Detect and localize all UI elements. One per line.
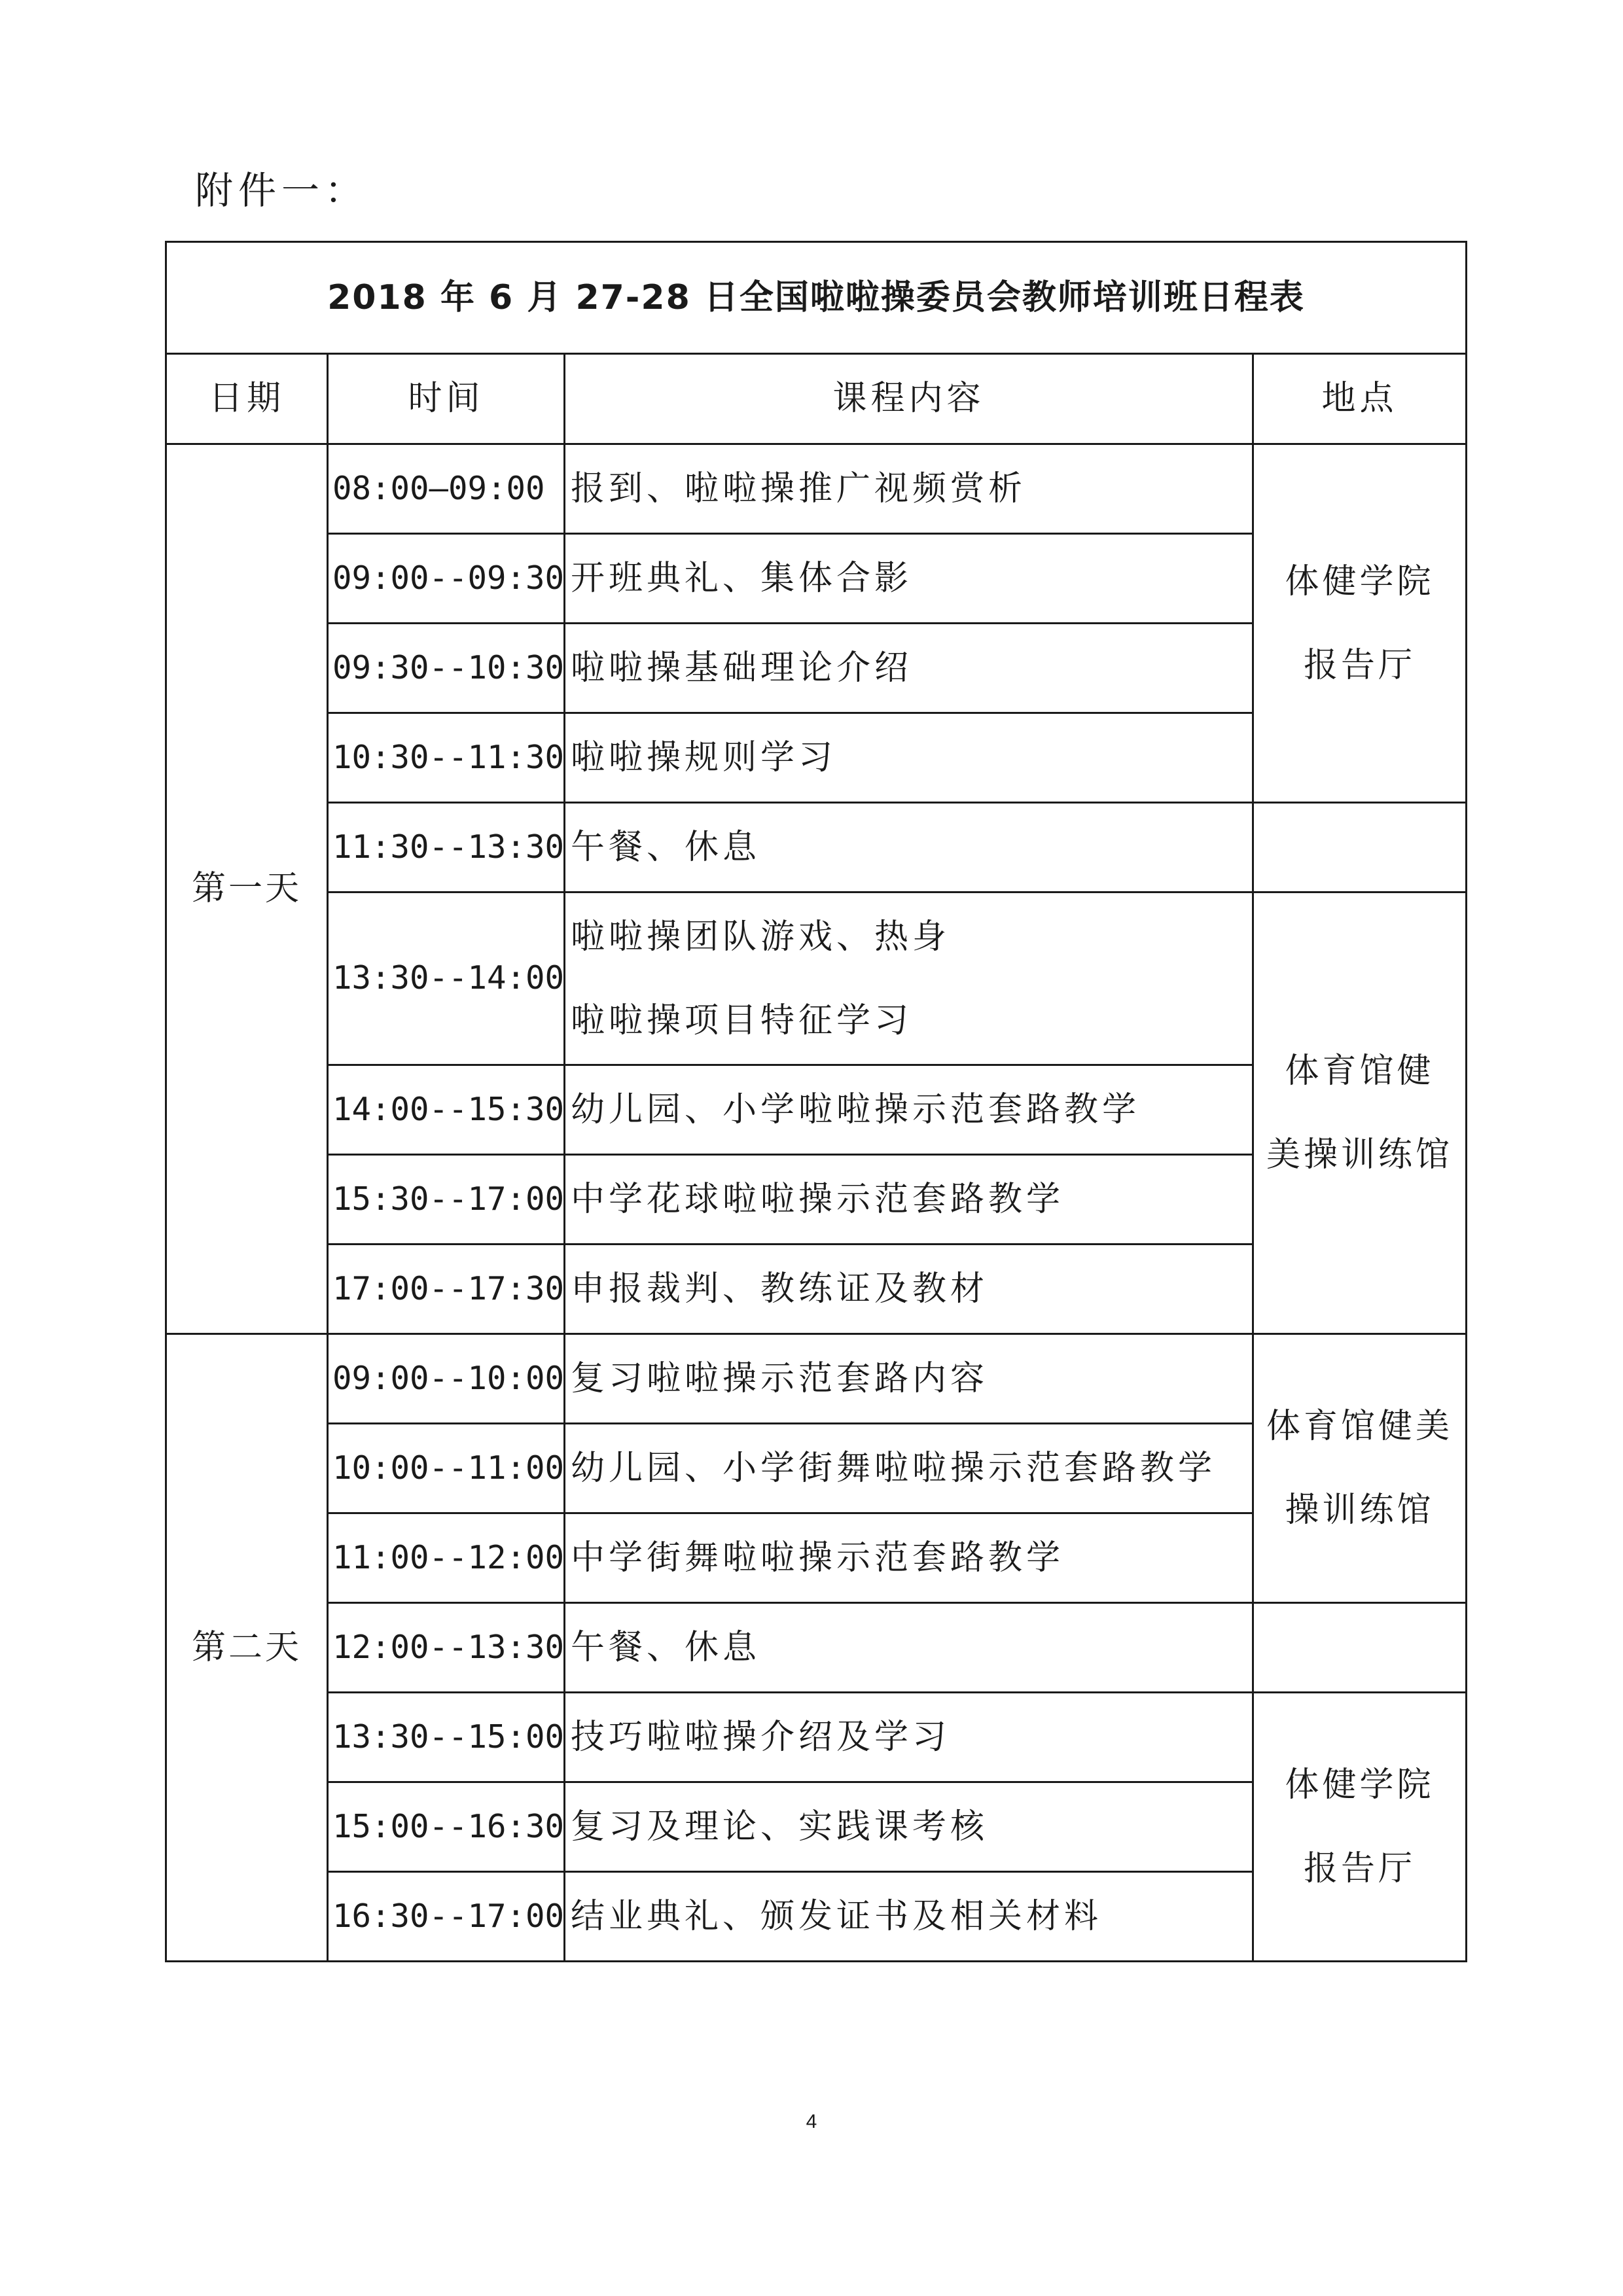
content-line: 中学花球啦啦操示范套路教学 (571, 1180, 1065, 1219)
content-cell (565, 1245, 1253, 1334)
location-cell (1253, 892, 1467, 1334)
time-cell: 13:30--15:00 (328, 1693, 565, 1782)
day-label: 第一天 (166, 444, 328, 1334)
table-row (166, 1334, 1467, 1424)
time-cell: 09:00--09:30 (328, 534, 565, 624)
content-cell (565, 624, 1253, 713)
content-line: 啦啦操基础理论介绍 (571, 648, 913, 688)
content-line: 幼儿园、小学啦啦操示范套路教学 (571, 1090, 1141, 1129)
location-cell (1253, 1334, 1467, 1603)
content-line: 复习及理论、实践课考核 (571, 1807, 989, 1846)
time-cell: 12:00--13:30 (328, 1603, 565, 1693)
table-row (166, 444, 1467, 534)
location-line: 体育馆健美 (1266, 1407, 1453, 1446)
location-line: 操训练馆 (1285, 1491, 1435, 1530)
time-cell: 10:30--11:30 (328, 713, 565, 803)
content-line: 幼儿园、小学街舞啦啦操示范套路教学 (571, 1449, 1217, 1488)
content-line: 开班典礼、集体合影 (571, 559, 913, 598)
content-line: 结业典礼、颁发证书及相关材料 (571, 1897, 1103, 1936)
table-row (166, 803, 1467, 892)
content-cell (565, 1334, 1253, 1424)
time-cell: 08:00—09:00 (328, 444, 565, 534)
content-cell (565, 892, 1253, 1065)
header-location: 地点 (1253, 354, 1467, 444)
location-line: 体健学院 (1285, 1765, 1435, 1805)
day-label: 第二天 (166, 1334, 328, 1962)
content-line: 技巧啦啦操介绍及学习 (571, 1718, 951, 1757)
content-line: 午餐、休息 (571, 828, 761, 867)
table-row (166, 1693, 1467, 1782)
location-line: 报告厅 (1303, 645, 1416, 685)
content-cell (565, 713, 1253, 803)
time-cell: 16:30--17:00 (328, 1872, 565, 1962)
content-cell (565, 1065, 1253, 1155)
content-line: 复习啦啦操示范套路内容 (571, 1359, 989, 1398)
content-cell (565, 1155, 1253, 1245)
schedule-title: 2018 年 6 月 27-28 日全国啦啦操委员会教师培训班日程表 (166, 242, 1467, 354)
time-cell: 09:30--10:30 (328, 624, 565, 713)
location-line: 报告厅 (1303, 1849, 1416, 1888)
header-row (166, 354, 1467, 444)
time-cell: 11:00--12:00 (328, 1513, 565, 1603)
content-line: 啦啦操规则学习 (571, 738, 837, 777)
time-cell: 09:00--10:00 (328, 1334, 565, 1424)
time-cell: 17:00--17:30 (328, 1245, 565, 1334)
time-cell: 11:30--13:30 (328, 803, 565, 892)
location-cell (1253, 444, 1467, 803)
content-cell (565, 1513, 1253, 1603)
table-row (166, 892, 1467, 1065)
content-cell (565, 444, 1253, 534)
time-cell: 14:00--15:30 (328, 1065, 565, 1155)
content-cell (565, 1782, 1253, 1872)
location-line: 美操训练馆 (1266, 1135, 1453, 1174)
time-cell: 15:00--16:30 (328, 1782, 565, 1872)
attachment-label: 附件一： (195, 168, 368, 213)
content-cell (565, 1693, 1253, 1782)
header-time: 时间 (328, 354, 565, 444)
location-cell-empty (1253, 1603, 1467, 1693)
content-cell (565, 534, 1253, 624)
content-line: 啦啦操团队游戏、热身 (571, 917, 951, 957)
header-content: 课程内容 (565, 354, 1253, 444)
location-line: 体育馆健 (1285, 1051, 1435, 1091)
time-cell: 10:00--11:00 (328, 1424, 565, 1513)
content-line: 中学街舞啦啦操示范套路教学 (571, 1538, 1065, 1578)
content-cell (565, 1872, 1253, 1962)
time-cell: 15:30--17:00 (328, 1155, 565, 1245)
schedule-table (165, 241, 1467, 1962)
location-cell (1253, 1693, 1467, 1962)
title-row (166, 242, 1467, 354)
location-line: 体健学院 (1285, 561, 1435, 601)
content-cell (565, 1424, 1253, 1513)
time-cell: 13:30--14:00 (328, 892, 565, 1065)
content-line: 啦啦操项目特征学习 (571, 1000, 913, 1040)
page-number: 4 (806, 2111, 817, 2132)
content-line: 报到、啦啦操推广视频赏析 (571, 469, 1027, 508)
location-cell-empty (1253, 803, 1467, 892)
header-date: 日期 (166, 354, 328, 444)
content-line: 申报裁判、教练证及教材 (571, 1269, 989, 1309)
content-cell (565, 803, 1253, 892)
content-line: 午餐、休息 (571, 1628, 761, 1667)
content-cell (565, 1603, 1253, 1693)
table-row (166, 1603, 1467, 1693)
